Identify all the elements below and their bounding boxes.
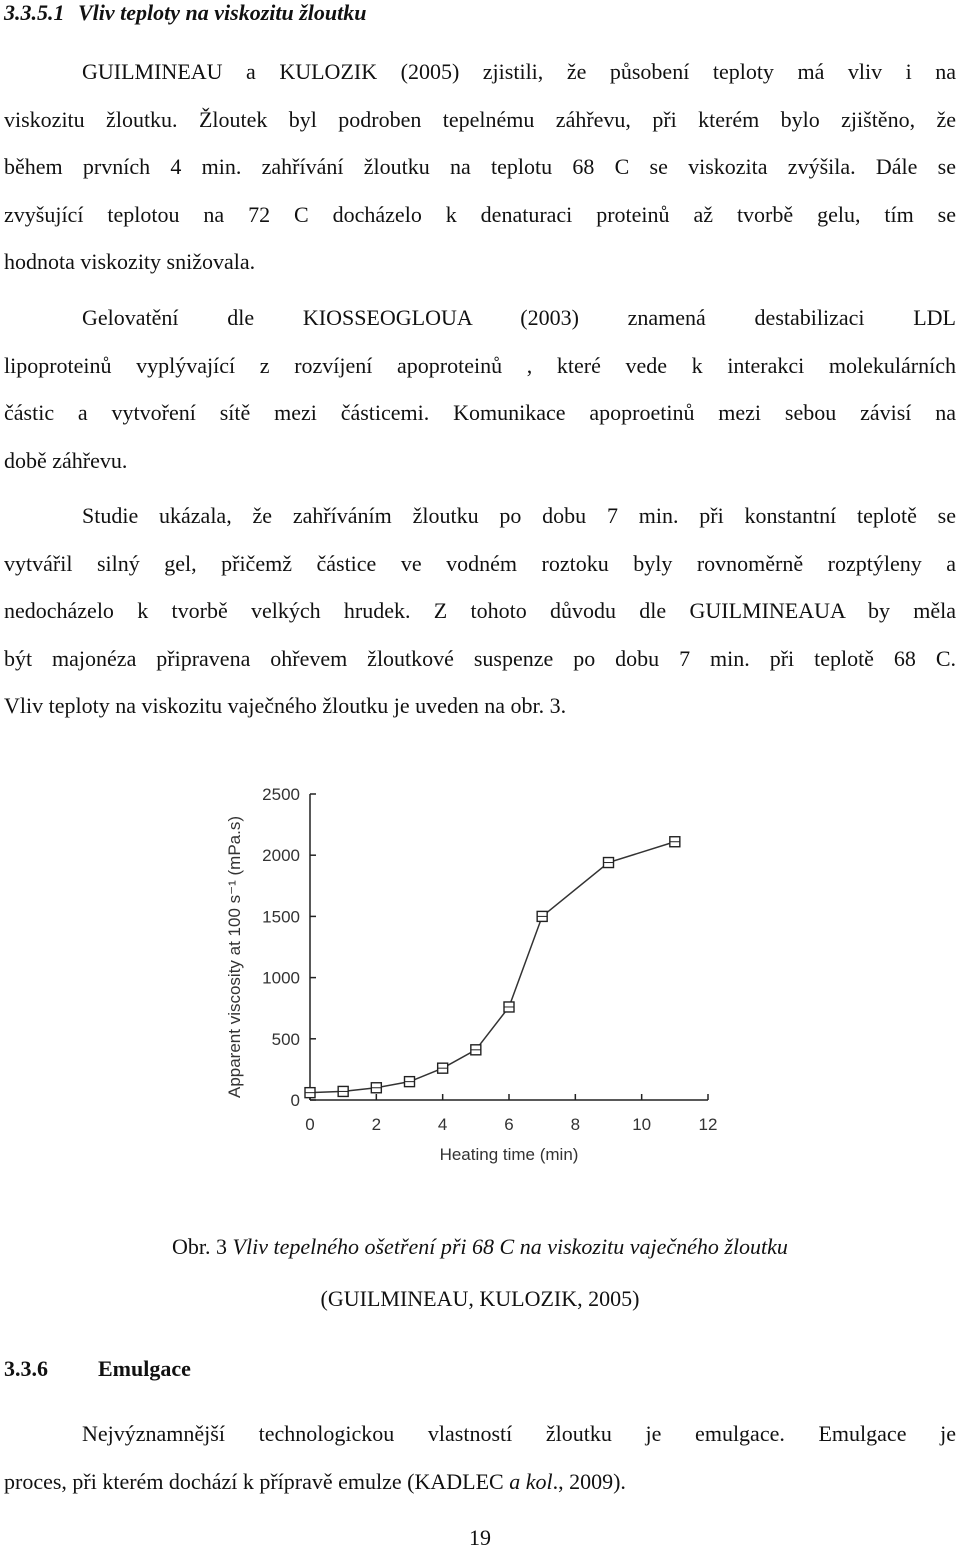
section-heading bbox=[4, 1356, 191, 1382]
y-tick-label: 2000 bbox=[262, 846, 300, 866]
paragraph-line: nedocházelo k tvorbě velkých hrudek. Z tohoto důvodu dle GUILMINEAUA by měla bbox=[4, 598, 956, 623]
x-tick-label: 6 bbox=[504, 1115, 514, 1134]
paragraph-line: Studie ukázala, že zahříváním žloutku po dobu 7 min. při konstantní teplotě se bbox=[82, 503, 956, 528]
chart-axes bbox=[310, 794, 708, 1100]
paragraph-line: hodnota viskozity snižovala. bbox=[4, 249, 256, 274]
chart-series bbox=[305, 837, 680, 1098]
caption-source: (GUILMINEAU, KULOZIK, 2005) bbox=[320, 1286, 640, 1311]
paragraph-line bbox=[4, 1458, 956, 1506]
x-tick-label: 12 bbox=[698, 1115, 718, 1134]
y-tick-label: 0 bbox=[290, 1091, 300, 1110]
x-tick-label: 10 bbox=[632, 1115, 652, 1134]
figure-caption-source bbox=[0, 1286, 960, 1312]
y-tick-label: 1500 bbox=[262, 907, 300, 927]
paragraph-italic-text: a kol bbox=[509, 1468, 553, 1494]
paragraph-line: Vliv teploty na viskozitu vaječného žloutku je uveden na obr. 3. bbox=[4, 693, 567, 718]
chart-labels bbox=[225, 785, 717, 1164]
x-tick-label: 4 bbox=[437, 1115, 448, 1134]
paragraph-text: proces, při kterém dochází k přípravě emulze (KADLEC bbox=[4, 1468, 510, 1494]
paragraph-1 bbox=[4, 48, 956, 286]
x-tick-label: 2 bbox=[371, 1115, 382, 1134]
paragraph-line: být majonéza připravena ohřevem žloutkové suspenze po dobu 7 min. při teplotě 68 C. bbox=[4, 645, 956, 671]
y-tick-label: 2500 bbox=[262, 785, 300, 804]
paragraph-line: během prvních 4 min. zahřívání žloutku na teplotu 68 C se viskozita zvýšila. Dále se bbox=[4, 154, 956, 179]
page-number: 19 bbox=[469, 1525, 491, 1550]
figure-caption bbox=[0, 1234, 960, 1260]
paragraph-line: Nejvýznamnější technologickou vlastností žloutku je emulgace. Emulgace je bbox=[82, 1421, 956, 1446]
paragraph-line: částic a vytvoření sítě mezi částicemi. Komunikace apoproetinů mezi sebou závisí na bbox=[4, 400, 956, 425]
section-title: Emulgace bbox=[98, 1356, 191, 1381]
paragraph-line: Gelovatění dle KIOSSEOGLOUA (2003) znamená destabilizaci LDL bbox=[82, 305, 956, 330]
caption-prefix: Obr. 3 bbox=[172, 1234, 233, 1259]
series-line bbox=[310, 842, 675, 1093]
y-tick-label: 1000 bbox=[262, 968, 300, 988]
subsection-title: Vliv teploty na viskozitu žloutku bbox=[78, 0, 367, 25]
paragraph-3 bbox=[4, 492, 956, 730]
subsection-heading bbox=[4, 0, 366, 26]
viscosity-chart bbox=[200, 770, 740, 1180]
paragraph-text: ., 2009). bbox=[552, 1468, 626, 1494]
paragraph-line: zvyšující teplotou na 72 C docházelo k denaturaci proteinů až tvorbě gelu, tím se bbox=[4, 201, 956, 227]
section-number: 3.3.6 bbox=[4, 1356, 48, 1381]
subsection-number: 3.3.5.1 bbox=[4, 0, 65, 25]
caption-title: Vliv tepelného ošetření při 68 C na viskozitu vaječného žloutku bbox=[232, 1234, 788, 1259]
section-paragraph bbox=[4, 1410, 956, 1505]
paragraph-line: době záhřevu. bbox=[4, 447, 128, 473]
paragraph-2 bbox=[4, 294, 956, 484]
x-axis-title: Heating time (min) bbox=[439, 1145, 579, 1164]
x-tick-label: 8 bbox=[570, 1115, 581, 1134]
y-tick-label: 500 bbox=[271, 1029, 300, 1049]
paragraph-line: GUILMINEAU a KULOZIK (2005) zjistili, že působení teploty má vliv i na bbox=[82, 59, 956, 84]
paragraph-line: vytvářil silný gel, přičemž částice ve vodném roztoku byly rovnoměrně rozptýleny a bbox=[4, 550, 956, 576]
x-tick-label: 0 bbox=[305, 1115, 315, 1134]
figure-3 bbox=[200, 770, 740, 1185]
paragraph-line: lipoproteinů vyplývající z rozvíjení apoproteinů , které vede k interakci molekulárních bbox=[4, 352, 956, 378]
paragraph-line: viskozitu žloutku. Žloutek byl podroben tepelnému záhřevu, při kterém bylo zjištěno, že bbox=[4, 106, 956, 132]
y-axis-title: Apparent viscosity at 100 s⁻¹ (mPa.s) bbox=[225, 815, 244, 1099]
